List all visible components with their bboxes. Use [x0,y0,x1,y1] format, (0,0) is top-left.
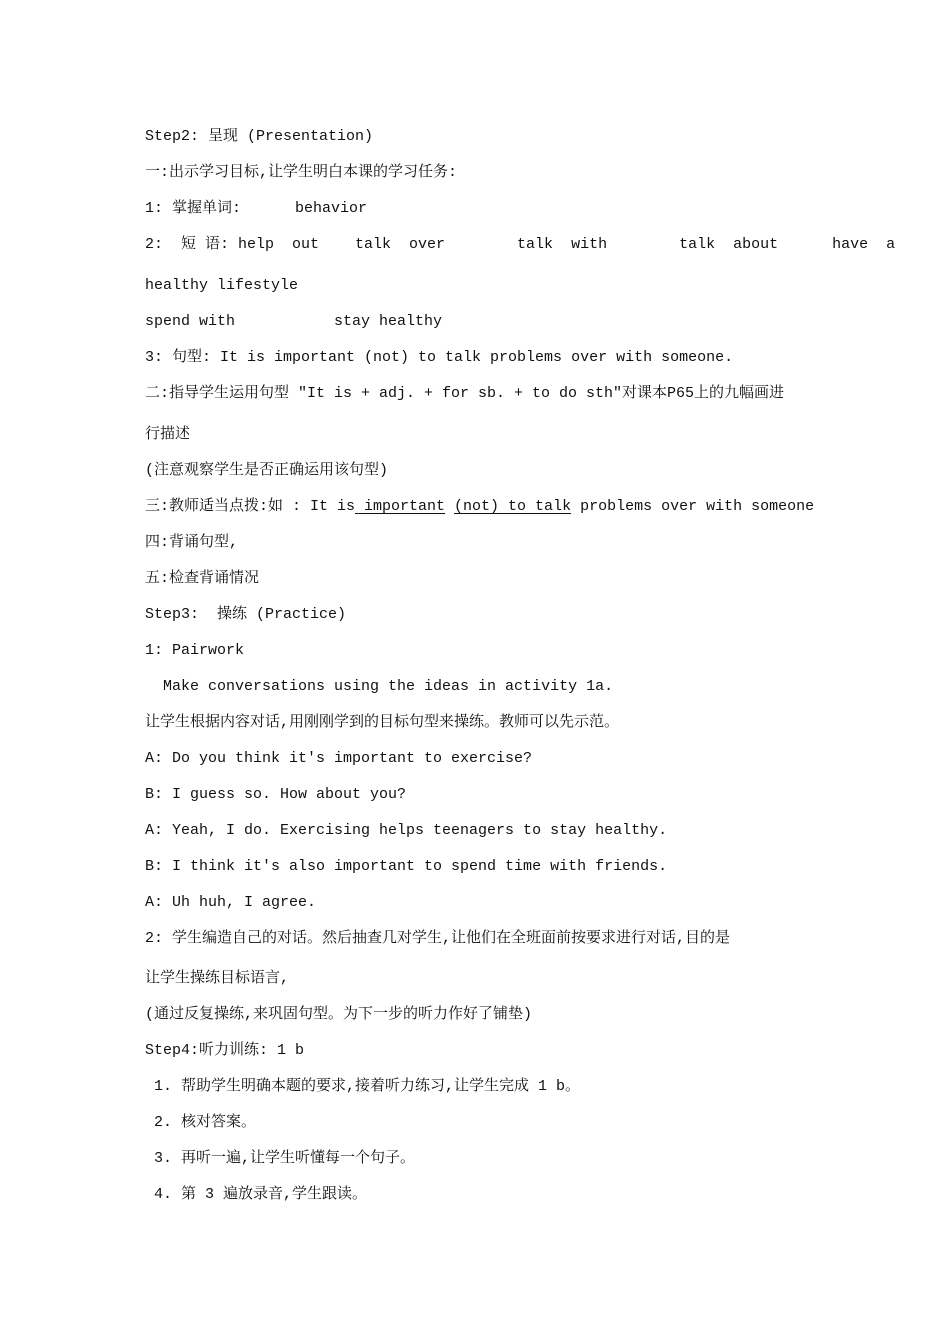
step2-heading: Step2: 呈现 (Presentation) [145,128,374,145]
phrases-line-1: 2: 短 语: help out talk over talk with talk about have a [145,236,896,253]
section1-title: 一:出示学习目标,让学生明白本课的学习任务: [145,164,458,181]
section2-line-1: 二:指导学生运用句型 "It is + adj. + for sb. + to do sth"对课本P65上的九幅画进 [145,385,785,402]
section2-line-2: 行描述 [145,426,191,443]
dialogue-line-4: B: I think it's also important to spend time with friends. [145,858,668,875]
listening-item-3: 3. 再听一遍,让学生听懂每一个句子。 [145,1150,416,1167]
phrases-line-2: healthy lifestyle [145,277,299,294]
section3-line [145,497,814,517]
part2-line-1: 2: 学生编造自己的对话。然后抽查几对学生,让他们在全班面前按要求进行对话,目的是 [145,930,731,947]
pairwork-line: 1: Pairwork [145,642,245,659]
make-conversations-line: Make conversations using the ideas in activity 1a. [145,678,614,695]
dialogue-line-1: A: Do you think it's important to exercise? [145,750,533,767]
section5-line: 五:检查背诵情况 [145,570,260,587]
step3-heading: Step3: 操练 (Practice) [145,606,347,623]
dialogue-line-2: B: I guess so. How about you? [145,786,407,803]
vocabulary-line: 1: 掌握单词: behavior [145,200,368,217]
section3-suffix: problems over with someone [571,498,815,515]
section3-gap [445,498,454,515]
section3-prefix: 三:教师适当点拨:如 : It is [145,498,356,515]
part2-note: (通过反复操练,来巩固句型。为下一步的听力作好了铺垫) [145,1006,533,1023]
section3-underlined-not-to-talk: (not) to talk [454,498,572,515]
practice-instruction: 让学生根据内容对话,用刚刚学到的目标句型来操练。教师可以先示范。 [145,714,620,731]
sentence-pattern-line: 3: 句型: It is important (not) to talk problems over with someone. [145,349,734,366]
step4-heading: Step4:听力训练: 1 b [145,1042,305,1059]
listening-item-4: 4. 第 3 遍放录音,学生跟读。 [145,1186,368,1203]
phrases-line-3: spend with stay healthy [145,313,443,330]
listening-item-1: 1. 帮助学生明确本题的要求,接着听力练习,让学生完成 1 b。 [145,1078,581,1095]
listening-item-2: 2. 核对答案。 [145,1114,257,1131]
part2-line-2: 让学生操练目标语言, [145,970,290,987]
section4-line: 四:背诵句型, [145,534,239,551]
dialogue-line-5: A: Uh huh, I agree. [145,894,317,911]
section2-note: (注意观察学生是否正确运用该句型) [145,462,389,479]
section3-underlined-important: important [355,498,446,515]
dialogue-line-3: A: Yeah, I do. Exercising helps teenagers to stay healthy. [145,822,668,839]
